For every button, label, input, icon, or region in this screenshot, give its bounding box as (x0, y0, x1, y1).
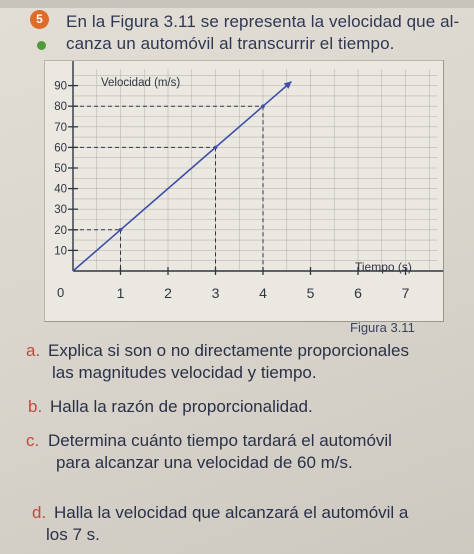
question-c (26, 430, 474, 474)
bullet-dot-icon (37, 41, 46, 50)
question-c-letter: c. (26, 431, 40, 450)
y-axis-label: Velocidad (m/s) (101, 77, 181, 89)
question-a-letter: a. (26, 341, 41, 360)
problem-number-badge: 5 (30, 10, 49, 29)
velocity-line (73, 81, 292, 271)
x-axis-label: Tiempo (s) (355, 260, 412, 274)
question-c-line-2: para alcanzar una velocidad de 60 m/s. (56, 453, 353, 472)
chart-panel (44, 60, 444, 322)
question-d-line-1: Halla la velocidad que alcanzará el automóvil a (54, 503, 409, 522)
x-tick-label: 6 (354, 285, 362, 301)
problem-statement-line-1: En la Figura 3.11 se representa la velocidad que al- (66, 12, 460, 31)
y-tick-label: 80 (54, 101, 67, 114)
y-tick-label: 60 (54, 142, 67, 155)
question-d (32, 502, 474, 546)
question-c-line-1: Determina cuánto tiempo tardará el automóvil (48, 431, 392, 450)
question-a (26, 340, 474, 384)
question-a-line-1: Explica si son o no directamente proporcionales (48, 341, 409, 360)
axes-layer (73, 61, 443, 271)
previous-page-strip (0, 0, 474, 8)
x-tick-label: 1 (116, 285, 125, 301)
grid-layer (73, 69, 437, 271)
question-a-line-2: las magnitudes velocidad y tiempo. (52, 363, 317, 382)
y-tick-label: 10 (54, 245, 67, 258)
question-b (28, 396, 474, 418)
data-point (214, 146, 218, 150)
y-tick-label: 70 (54, 121, 67, 134)
origin-label: 0 (57, 285, 65, 300)
question-b-line-1: Halla la razón de proporcionalidad. (50, 397, 313, 416)
data-point (119, 228, 123, 232)
y-tick-label: 30 (54, 204, 67, 217)
x-tick-label: 3 (211, 285, 220, 301)
data-point (261, 104, 265, 108)
y-tick-label: 50 (54, 163, 67, 175)
y-tick-label: 90 (54, 80, 67, 93)
problem-statement-line-2: canza un automóvil al transcurrir el tiempo. (66, 34, 395, 53)
question-b-letter: b. (28, 397, 43, 416)
velocity-time-chart (45, 61, 445, 323)
x-tick-label: 5 (306, 285, 315, 301)
y-tick-label: 20 (54, 224, 67, 237)
series-layer (73, 81, 292, 271)
x-tick-label: 4 (259, 285, 267, 301)
y-tick-label: 40 (54, 183, 67, 196)
figure-caption: Figura 3.11 (350, 320, 415, 335)
question-d-line-2: los 7 s. (46, 525, 100, 544)
x-tick-label: 7 (401, 285, 410, 301)
question-d-letter: d. (32, 503, 47, 522)
x-tick-label: 2 (164, 285, 172, 301)
